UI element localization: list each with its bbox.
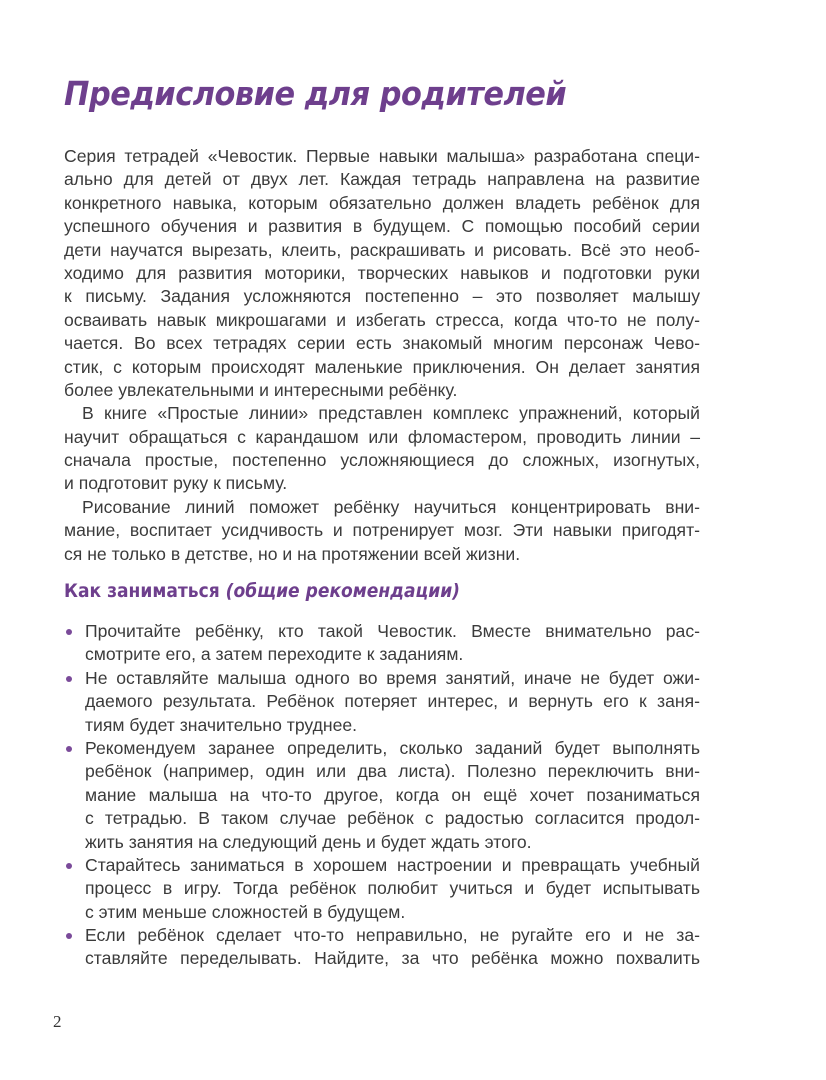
bullet-dot-icon <box>66 629 72 635</box>
text-line: смотрите его, а затем переходите к заданиям. <box>85 644 464 665</box>
bullet-dot-icon <box>66 933 72 939</box>
section-heading-italic: (общие рекомендации) <box>225 580 460 602</box>
text-line: Прочитайте ребёнку, кто такой Чевостик. Вместе внимательно рас- <box>85 621 700 641</box>
list-item <box>64 924 700 971</box>
text-line: Если ребёнок сделает что-то неправильно, не ругайте его и не за- <box>85 925 700 946</box>
text-line: Не оставляйте малыша одного во время занятий, иначе не будет ожи- <box>85 667 700 688</box>
text-line: осваивать навык микрошагами и избегать стресса, когда что-то не полу- <box>64 309 700 330</box>
text-line: и подготовит руку к письму. <box>64 473 288 494</box>
text-line: ставляйте переделывать. Найдите, за что ребёнка можно похвалить <box>85 948 700 969</box>
text-line: Рекомендуем заранее определить, сколько заданий будет выполнять <box>85 737 700 758</box>
text-line: чается. Во всех тетрадях серии есть знакомый многим персонаж Чево- <box>64 333 700 354</box>
intro-text <box>64 145 700 566</box>
text-line: процесс в игру. Тогда ребёнок полюбит учиться и будет испытывать <box>85 878 700 899</box>
text-line: к письму. Задания усложняются постепенно – это позволяет малышу <box>64 286 700 307</box>
text-line: ходимо для развития моторики, творческих навыков и подготовки руки <box>64 262 700 283</box>
bullet-dot-icon <box>66 746 72 752</box>
text-line: ся не только в детстве, но и на протяжении всей жизни. <box>64 543 521 564</box>
page-number: 2 <box>53 1012 62 1031</box>
list-item <box>64 620 700 667</box>
text-line: конкретного навыка, которым обязательно должен владеть ребёнок для <box>64 192 700 213</box>
text-line: даемого результата. Ребёнок потеряет интерес, и вернуть его к заня- <box>85 691 700 712</box>
page-title: Предисловие для родителей <box>64 74 567 113</box>
text-line: стик, с которым происходят маленькие приключения. Он делает занятия <box>64 356 700 377</box>
text-line: ребёнок (например, один или два листа). Полезно переключить вни- <box>85 761 700 782</box>
text-line: тиям будет значительно труднее. <box>85 714 358 735</box>
list-item <box>64 667 700 737</box>
bullet-dot-icon <box>66 676 72 682</box>
text-line: Серия тетрадей «Чевостик. Первые навыки малыша» разработана специ- <box>64 146 700 166</box>
text-line: В книге «Простые линии» представлен комплекс упражнений, который <box>82 403 700 424</box>
text-line: жить занятия на следующий день и будет ждать этого. <box>85 831 532 852</box>
section-heading <box>64 580 460 602</box>
text-line: мание малыша на что-то другое, когда он ещё хочет позаниматься <box>85 784 700 805</box>
text-line: Рисование линий поможет ребёнку научиться концентрировать вни- <box>82 496 700 517</box>
text-line: научит обращаться с карандашом или фломастером, проводить линии – <box>64 426 700 447</box>
list-item <box>64 854 700 924</box>
text-line: ально для детей от двух лет. Каждая тетрадь направлена на развитие <box>64 169 700 190</box>
text-line: Старайтесь заниматься в хорошем настроении и превращать учебный <box>85 854 700 875</box>
bullet-dot-icon <box>66 863 72 869</box>
text-line: успешного обучения и развития в будущем. С помощью пособий серии <box>64 216 700 237</box>
text-line: сначала простые, постепенно усложняющиеся до сложных, изогнутых, <box>64 450 700 471</box>
list-item <box>64 737 700 854</box>
text-line: с тетрадью. В таком случае ребёнок с радостью согласится продол- <box>85 808 700 829</box>
text-line: мание, воспитает усидчивость и потренирует мозг. Эти навыки пригодят- <box>64 520 700 541</box>
recommendations-list <box>64 620 700 971</box>
text-line: более увлекательными и интересными ребёнку. <box>64 379 458 400</box>
text-line: с этим меньше сложностей в будущем. <box>85 901 406 922</box>
text-line: дети научатся вырезать, клеить, раскрашивать и рисовать. Всё это необ- <box>64 239 700 260</box>
section-heading-main: Как заниматься <box>64 580 226 602</box>
